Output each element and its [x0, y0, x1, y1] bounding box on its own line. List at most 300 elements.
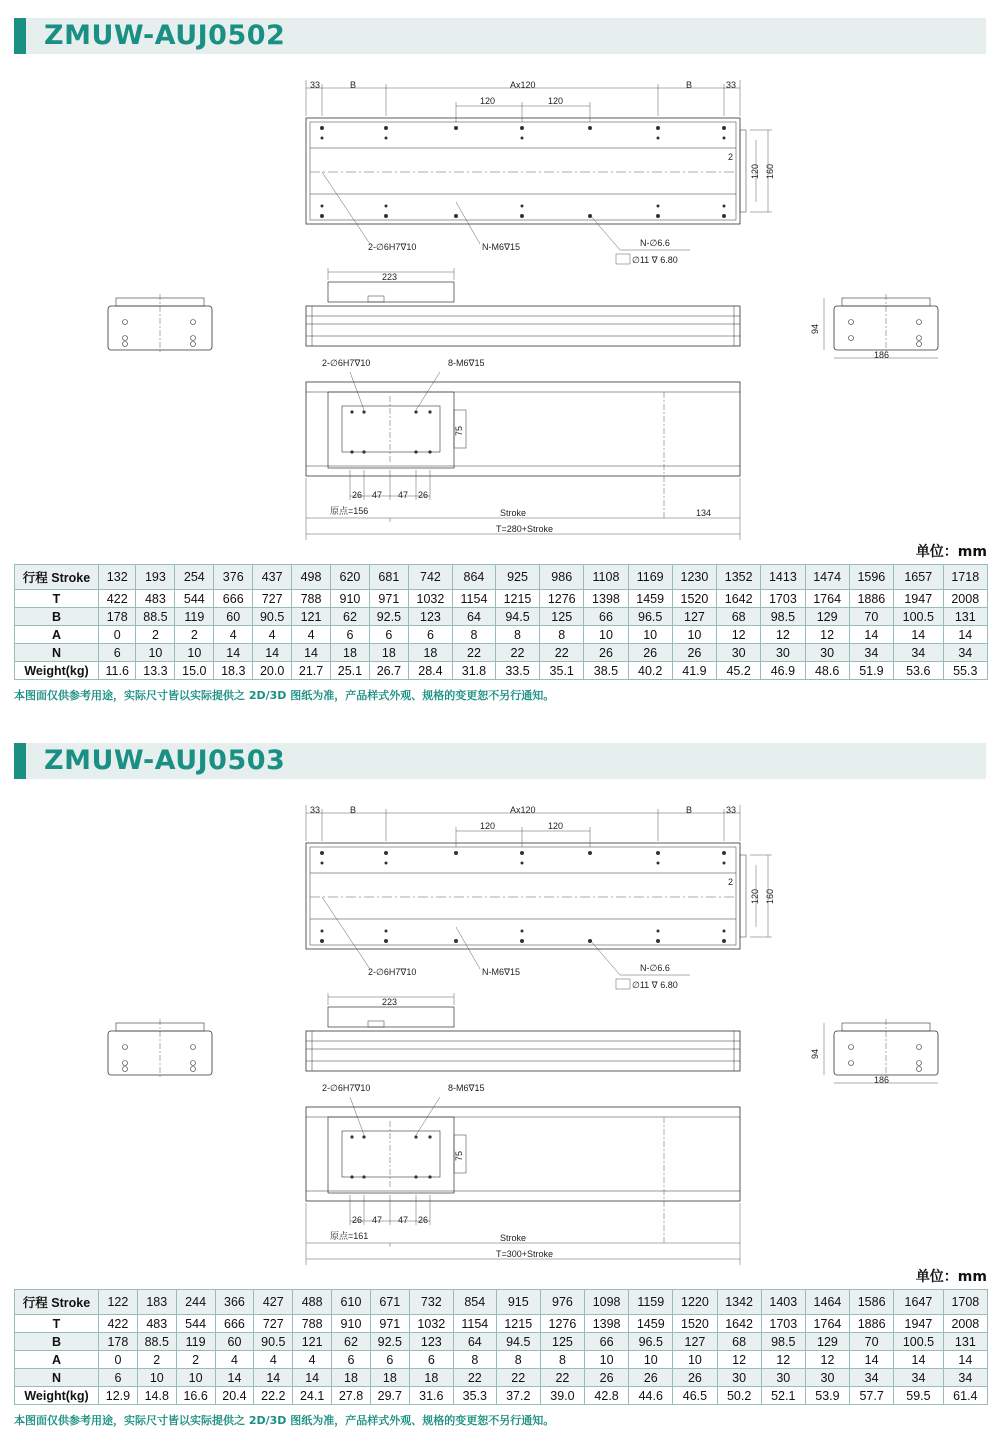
height-dim-120: 120: [750, 163, 760, 179]
table-cell: 119: [176, 1333, 215, 1351]
table-cell: 20.4: [215, 1387, 254, 1405]
table-cell: 1657: [893, 565, 943, 590]
table-cell: 51.9: [849, 662, 893, 680]
height-dim-2: 2: [728, 877, 734, 887]
table-cell: 10: [629, 1351, 673, 1369]
table-cell: 38.5: [584, 662, 628, 680]
table-cell: 125: [540, 608, 584, 626]
table-cell: 31.8: [453, 662, 496, 680]
table-cell: 125: [540, 1333, 584, 1351]
dim-33-left: 33: [310, 805, 321, 815]
table-cell: 6: [409, 1351, 453, 1369]
bottom-dim-26a: 26: [352, 1215, 363, 1225]
table-cell: 1642: [717, 590, 761, 608]
table-cell: 26: [673, 1369, 717, 1387]
table-cell: 2008: [943, 1315, 987, 1333]
pitch-2: 120: [548, 96, 564, 106]
table-cell: 4: [214, 626, 253, 644]
table-cell: 1703: [761, 590, 805, 608]
callout-pin-hole: 2-∅6H7∇10: [368, 967, 417, 977]
callout-thread: N-M6∇15: [482, 242, 521, 252]
table-cell: 732: [409, 1290, 453, 1315]
dim-33-right: 33: [726, 80, 737, 90]
table-cell: 92.5: [369, 608, 408, 626]
table-cell: 119: [175, 608, 214, 626]
table-cell: 1764: [805, 590, 849, 608]
table-cell: 68: [717, 1333, 761, 1351]
table-cell: 129: [805, 608, 849, 626]
table-cell: 8: [540, 626, 584, 644]
table-cell: 1642: [717, 1315, 761, 1333]
table-cell: 52.1: [761, 1387, 805, 1405]
table-cell: 122: [99, 1290, 138, 1315]
table-cell: 483: [136, 590, 175, 608]
carriage-width-dim: 223: [382, 997, 398, 1007]
top-view-body: [306, 118, 740, 224]
row-header: T: [15, 1315, 99, 1333]
table-row: [15, 644, 988, 662]
callout-pin-hole: 2-∅6H7∇10: [368, 242, 417, 252]
row-header: A: [15, 626, 99, 644]
origin-label: 原点=161: [330, 1231, 369, 1241]
table-cell: 30: [761, 1369, 805, 1387]
table-cell: 100.5: [893, 608, 943, 626]
table-cell: 178: [99, 1333, 138, 1351]
table-cell: 14: [214, 644, 253, 662]
dim-33-left: 33: [310, 80, 321, 90]
table-cell: 24.1: [293, 1387, 332, 1405]
table-cell: 14: [850, 1351, 894, 1369]
table-cell: 62: [332, 1333, 371, 1351]
table-cell: 1947: [893, 590, 943, 608]
table-cell: 1647: [894, 1290, 943, 1315]
table-cell: 26: [584, 644, 628, 662]
table-cell: 42.8: [585, 1387, 629, 1405]
stroke-label: Stroke: [500, 508, 527, 518]
table-cell: 178: [99, 608, 136, 626]
table-cell: 976: [540, 1290, 584, 1315]
table-cell: 123: [408, 608, 452, 626]
table-cell: 10: [584, 626, 628, 644]
table-cell: 8: [540, 1351, 584, 1369]
table-cell: 1403: [761, 1290, 805, 1315]
side-view-body: [306, 1031, 740, 1071]
total-length-label: T=280+Stroke: [496, 524, 554, 534]
bottom-dim-47b: 47: [398, 1215, 409, 1225]
table-cell: 2: [175, 626, 214, 644]
table-cell: 971: [370, 1315, 409, 1333]
table-cell: 854: [453, 1290, 496, 1315]
table-cell: 376: [214, 565, 253, 590]
spec-table: [14, 1289, 988, 1405]
table-cell: 610: [332, 1290, 371, 1315]
bottom-view-body: [306, 1107, 740, 1201]
callout-through-hole: N-∅6.6: [640, 963, 670, 973]
table-cell: 1586: [850, 1290, 894, 1315]
table-cell: 34: [943, 1369, 987, 1387]
table-cell: 15.0: [175, 662, 214, 680]
model-title: ZMUW-AUJ0502: [44, 20, 286, 51]
table-cell: 1520: [672, 590, 716, 608]
drawing-svg: [0, 785, 1000, 1265]
height-dim-120: 120: [750, 888, 760, 904]
table-cell: 6: [99, 644, 136, 662]
bottom-callout-thread: 8-M6∇15: [448, 1083, 485, 1093]
table-row: [15, 626, 988, 644]
table-cell: 1459: [628, 590, 672, 608]
table-cell: 90.5: [253, 608, 292, 626]
table-cell: 483: [137, 1315, 176, 1333]
table-cell: 53.6: [893, 662, 943, 680]
table-cell: 10: [176, 1369, 215, 1387]
table-cell: 14: [215, 1369, 254, 1387]
table-cell: 544: [175, 590, 214, 608]
table-cell: 10: [672, 626, 716, 644]
bottom-dim-26b: 26: [418, 1215, 429, 1225]
bottom-dim-47a: 47: [372, 1215, 383, 1225]
table-cell: 6: [332, 1351, 371, 1369]
table-cell: 742: [408, 565, 452, 590]
table-cell: 14: [849, 626, 893, 644]
table-cell: 30: [761, 644, 805, 662]
carriage-width-dim: 223: [382, 272, 398, 282]
table-cell: 59.5: [894, 1387, 943, 1405]
table-cell: 183: [137, 1290, 176, 1315]
table-cell: 864: [453, 565, 496, 590]
table-cell: 254: [175, 565, 214, 590]
small-dim: 75: [454, 425, 464, 436]
table-cell: 1352: [717, 565, 761, 590]
table-cell: 1886: [849, 590, 893, 608]
table-cell: 28.4: [408, 662, 452, 680]
table-cell: 14: [292, 644, 331, 662]
table-row: [15, 1369, 988, 1387]
table-cell: 10: [137, 1369, 176, 1387]
table-cell: 193: [136, 565, 175, 590]
table-cell: 427: [254, 1290, 293, 1315]
table-cell: 50.2: [717, 1387, 761, 1405]
table-cell: 14: [254, 1369, 293, 1387]
table-cell: 1220: [673, 1290, 717, 1315]
table-cell: 22: [540, 644, 584, 662]
table-cell: 57.7: [850, 1387, 894, 1405]
table-cell: 34: [894, 1369, 943, 1387]
table-cell: 96.5: [628, 608, 672, 626]
table-cell: 12: [805, 626, 849, 644]
bottom-dim-47b: 47: [398, 490, 409, 500]
table-cell: 915: [496, 1290, 540, 1315]
spec-table: [14, 564, 988, 680]
table-cell: 26: [585, 1369, 629, 1387]
callout-through-hole: N-∅6.6: [640, 238, 670, 248]
row-header: 行程 Stroke: [15, 1290, 99, 1315]
table-row: [15, 590, 988, 608]
table-cell: 10: [628, 626, 672, 644]
table-cell: 8: [453, 626, 496, 644]
table-cell: 986: [540, 565, 584, 590]
bottom-view-body: [306, 382, 740, 476]
table-cell: 488: [293, 1290, 332, 1315]
dim-33-right: 33: [726, 805, 737, 815]
table-cell: 1032: [409, 1315, 453, 1333]
table-cell: 127: [672, 608, 716, 626]
table-cell: 64: [453, 1333, 496, 1351]
table-cell: 94.5: [495, 608, 539, 626]
table-cell: 34: [943, 644, 987, 662]
table-cell: 30: [805, 644, 849, 662]
row-header: Weight(kg): [15, 662, 99, 680]
table-cell: 14: [253, 644, 292, 662]
table-cell: 61.4: [943, 1387, 987, 1405]
technical-drawing: [0, 60, 1000, 540]
table-cell: 131: [943, 608, 987, 626]
table-cell: 26: [672, 644, 716, 662]
table-cell: 10: [673, 1351, 717, 1369]
disclaimer-note: 本图面仅供参考用途，实际尺寸皆以实际提供之 2D/3D 图纸为准，产品样式外观、规格的变更恕不另行通知。: [14, 1414, 555, 1427]
table-cell: 14: [893, 626, 943, 644]
table-row: [15, 1333, 988, 1351]
pitch-1: 120: [480, 821, 496, 831]
table-cell: 10: [175, 644, 214, 662]
table-cell: 1276: [540, 590, 584, 608]
table-cell: 34: [850, 1369, 894, 1387]
table-cell: 1098: [585, 1290, 629, 1315]
table-cell: 671: [370, 1290, 409, 1315]
dim-b-right: B: [686, 805, 693, 815]
table-cell: 1108: [584, 565, 628, 590]
table-cell: 1520: [673, 1315, 717, 1333]
table-cell: 1398: [584, 590, 628, 608]
table-row: [15, 1315, 988, 1333]
table-cell: 1764: [805, 1315, 849, 1333]
table-cell: 366: [215, 1290, 254, 1315]
table-cell: 66: [584, 608, 628, 626]
table-cell: 123: [409, 1333, 453, 1351]
model-title: ZMUW-AUJ0503: [44, 745, 286, 776]
table-cell: 22: [495, 644, 539, 662]
table-cell: 26: [629, 1369, 673, 1387]
table-cell: 22: [453, 1369, 496, 1387]
table-cell: 1215: [496, 1315, 540, 1333]
table-cell: 666: [215, 1315, 254, 1333]
row-header: 行程 Stroke: [15, 565, 99, 590]
table-cell: 100.5: [894, 1333, 943, 1351]
table-cell: 129: [805, 1333, 849, 1351]
table-cell: 37.2: [496, 1387, 540, 1405]
table-cell: 48.6: [805, 662, 849, 680]
table-cell: 68: [717, 608, 761, 626]
height-dim-160: 160: [765, 888, 775, 904]
table-cell: 18: [409, 1369, 453, 1387]
row-header: N: [15, 644, 99, 662]
table-cell: 4: [254, 1351, 293, 1369]
table-cell: 55.3: [943, 662, 987, 680]
bottom-callout-pin: 2-∅6H7∇10: [322, 358, 371, 368]
table-cell: 244: [176, 1290, 215, 1315]
table-cell: 727: [254, 1315, 293, 1333]
table-cell: 30: [805, 1369, 849, 1387]
table-cell: 132: [99, 565, 136, 590]
table-row: [15, 1351, 988, 1369]
table-cell: 1342: [717, 1290, 761, 1315]
table-cell: 46.5: [673, 1387, 717, 1405]
table-cell: 26: [628, 644, 672, 662]
table-cell: 0: [99, 1351, 138, 1369]
table-cell: 1230: [672, 565, 716, 590]
table-cell: 46.9: [761, 662, 805, 680]
table-cell: 121: [293, 1333, 332, 1351]
table-cell: 1718: [943, 565, 987, 590]
dim-b-right: B: [686, 80, 693, 90]
table-cell: 35.1: [540, 662, 584, 680]
bottom-dim-47a: 47: [372, 490, 383, 500]
table-cell: 12: [717, 626, 761, 644]
table-cell: 18: [369, 644, 408, 662]
table-cell: 66: [585, 1333, 629, 1351]
table-cell: 2: [137, 1351, 176, 1369]
table-cell: 1708: [943, 1290, 987, 1315]
row-header: N: [15, 1369, 99, 1387]
table-cell: 422: [99, 1315, 138, 1333]
total-length-label: T=300+Stroke: [496, 1249, 554, 1259]
table-cell: 22.2: [254, 1387, 293, 1405]
table-cell: 90.5: [254, 1333, 293, 1351]
table-cell: 45.2: [717, 662, 761, 680]
table-cell: 544: [176, 1315, 215, 1333]
dim-b-left: B: [350, 805, 357, 815]
table-cell: 1159: [629, 1290, 673, 1315]
table-cell: 26.7: [369, 662, 408, 680]
table-cell: 31.6: [409, 1387, 453, 1405]
table-cell: 88.5: [137, 1333, 176, 1351]
table-cell: 14: [943, 1351, 987, 1369]
table-cell: 96.5: [629, 1333, 673, 1351]
table-cell: 22: [540, 1369, 584, 1387]
title-accent-bar: [14, 743, 26, 779]
table-cell: 1169: [628, 565, 672, 590]
bottom-callout-thread: 8-M6∇15: [448, 358, 485, 368]
table-cell: 0: [99, 626, 136, 644]
table-cell: 34: [849, 644, 893, 662]
table-cell: 14.8: [137, 1387, 176, 1405]
height-dim-2: 2: [728, 152, 734, 162]
table-cell: 60: [214, 608, 253, 626]
row-header: B: [15, 608, 99, 626]
table-cell: 8: [495, 626, 539, 644]
table-row: [15, 1290, 988, 1315]
row-header: T: [15, 590, 99, 608]
table-row: [15, 608, 988, 626]
table-cell: 18: [408, 644, 452, 662]
table-cell: 70: [849, 608, 893, 626]
table-cell: 18: [332, 1369, 371, 1387]
table-cell: 44.6: [629, 1387, 673, 1405]
side-width-dim: 186: [874, 1075, 890, 1085]
table-cell: 6: [370, 1351, 409, 1369]
table-cell: 70: [850, 1333, 894, 1351]
table-cell: 1032: [408, 590, 452, 608]
bottom-callout-pin: 2-∅6H7∇10: [322, 1083, 371, 1093]
table-cell: 18: [331, 644, 370, 662]
table-cell: 64: [453, 608, 496, 626]
table-row: [15, 565, 988, 590]
table-cell: 14: [293, 1369, 332, 1387]
table-cell: 18: [370, 1369, 409, 1387]
origin-label: 原点=156: [330, 506, 369, 516]
table-cell: 33.5: [495, 662, 539, 680]
dim-b-left: B: [350, 80, 357, 90]
side-height-dim: 94: [810, 1048, 820, 1059]
title-banner: [14, 743, 986, 779]
row-header: A: [15, 1351, 99, 1369]
table-cell: 27.8: [332, 1387, 371, 1405]
table-cell: 62: [331, 608, 370, 626]
table-cell: 131: [943, 1333, 987, 1351]
row-header: B: [15, 1333, 99, 1351]
table-cell: 6: [369, 626, 408, 644]
table-cell: 8: [496, 1351, 540, 1369]
table-cell: 53.9: [805, 1387, 849, 1405]
table-cell: 971: [369, 590, 408, 608]
table-cell: 40.2: [628, 662, 672, 680]
stroke-label: Stroke: [500, 1233, 527, 1243]
end-dim: 134: [696, 508, 712, 518]
table-cell: 620: [331, 565, 370, 590]
table-cell: 10: [585, 1351, 629, 1369]
table-cell: 16.6: [176, 1387, 215, 1405]
table-cell: 1703: [761, 1315, 805, 1333]
table-cell: 1413: [761, 565, 805, 590]
table-cell: 98.5: [761, 1333, 805, 1351]
table-cell: 22: [453, 644, 496, 662]
table-cell: 422: [99, 590, 136, 608]
title-banner: [14, 18, 986, 54]
table-cell: 41.9: [672, 662, 716, 680]
carriage-plan: [328, 392, 454, 468]
table-cell: 681: [369, 565, 408, 590]
table-cell: 1276: [540, 1315, 584, 1333]
table-cell: 910: [332, 1315, 371, 1333]
table-cell: 13.3: [136, 662, 175, 680]
table-cell: 2: [136, 626, 175, 644]
top-view-body: [306, 843, 740, 949]
table-cell: 1459: [629, 1315, 673, 1333]
table-cell: 20.0: [253, 662, 292, 680]
table-cell: 4: [292, 626, 331, 644]
pitch-1: 120: [480, 96, 496, 106]
table-cell: 25.1: [331, 662, 370, 680]
table-cell: 1215: [495, 590, 539, 608]
table-cell: 1154: [453, 1315, 496, 1333]
table-cell: 4: [293, 1351, 332, 1369]
table-cell: 12: [717, 1351, 761, 1369]
table-cell: 22: [496, 1369, 540, 1387]
table-cell: 12: [761, 1351, 805, 1369]
table-cell: 121: [292, 608, 331, 626]
table-cell: 30: [717, 1369, 761, 1387]
table-cell: 788: [293, 1315, 332, 1333]
table-cell: 498: [292, 565, 331, 590]
table-cell: 11.6: [99, 662, 136, 680]
table-cell: 1886: [850, 1315, 894, 1333]
carriage-plan: [328, 1117, 454, 1193]
table-cell: 6: [408, 626, 452, 644]
small-dim: 75: [454, 1150, 464, 1161]
table-cell: 6: [331, 626, 370, 644]
side-view-body: [306, 306, 740, 346]
bottom-dim-26b: 26: [418, 490, 429, 500]
side-height-dim: 94: [810, 323, 820, 334]
